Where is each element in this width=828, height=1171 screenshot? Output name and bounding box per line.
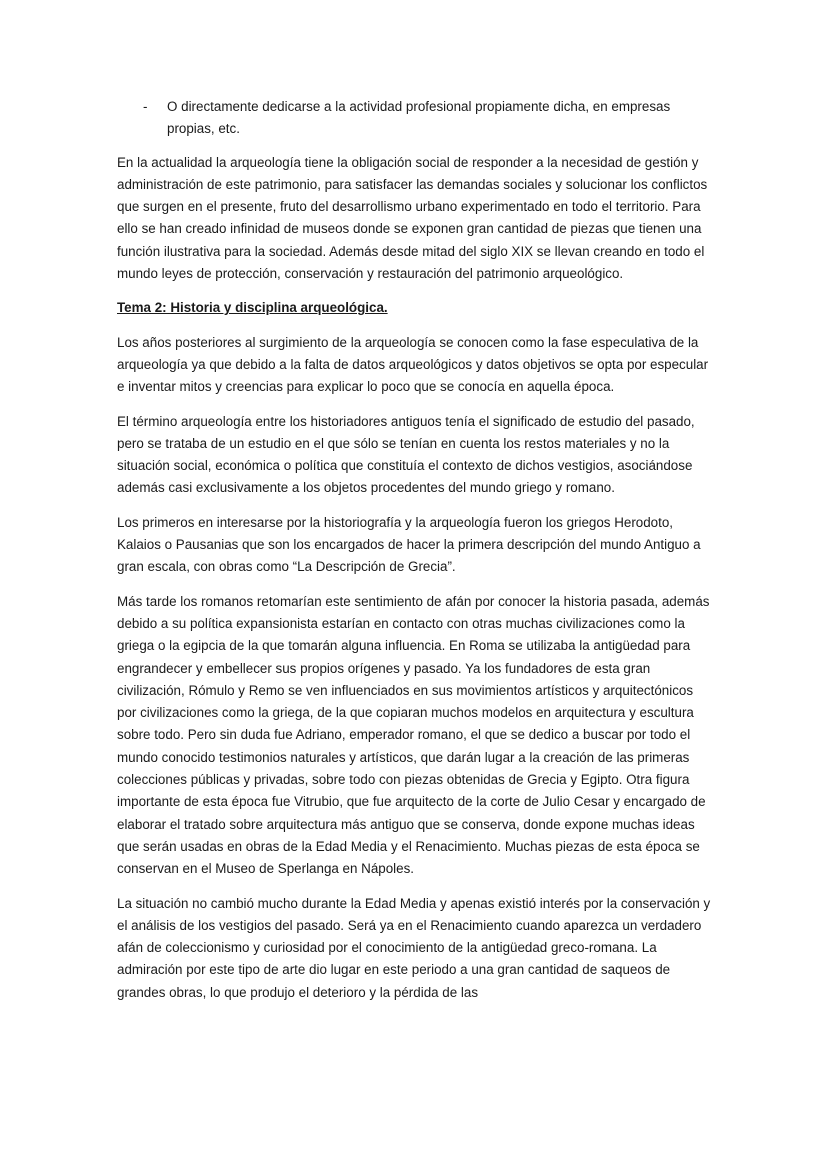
- paragraph-gestion: En la actualidad la arqueología tiene la obligación social de responder a la necesidad de gestión y administración de este patrimonio, para satisfacer las demandas sociales y solucionar los conflictos que surgen en el presente, fruto del desarrollismo urbano experimentado en todo el territorio. Para ello se han creado infinidad de museos donde se exponen gran cantidad de piezas que tienen una función ilustrativa para la sociedad. Además desde mitad del siglo XIX se llevan creando en todo el mundo leyes de protección, conservación y restauración del patrimonio arqueológico.: [117, 154, 708, 282]
- section-heading: Tema 2: Historia y disciplina arqueológica.: [117, 300, 388, 316]
- paragraph-edad-media: La situación no cambió mucho durante la Edad Media y apenas existió interés por la conservación y el análisis de los vestigios del pasado. Será ya en el Renacimiento cuando aparezca un verdadero afán de coleccionismo y curiosidad por el conocimiento de la antigüedad greco-romana. La admiración por este tipo de arte dio lugar en este periodo a una gran cantidad de saqueos de grandes obras, lo que produjo el deterioro y la pérdida de las: [117, 895, 711, 1000]
- paragraph-romanos: Más tarde los romanos retomarían este sentimiento de afán por conocer la historia pasada, además debido a su política expansionista estarían en contacto con otras muchas civilizaciones como la griega o la egipcia de la que tomarán alguna influencia. En Roma se utilizaba la antigüedad para engrandecer y embellecer sus propios orígenes y pasado. Ya los fundadores de esta gran civilización, Rómulo y Remo se ven influenciados en sus movimientos artísticos y arquitectónicos por civilizaciones como la griega, de la que copiaran muchos modelos en arquitectura y escultura sobre todo. Pero sin duda fue Adriano, emperador romano, el que se dedico a buscar por todo el mundo conocido testimonios naturales y artísticos, que darán lugar a la creación de las primeras colecciones públicas y privadas, sobre todo con piezas obtenidas de Grecia y Egipto. Otra figura importante de esta época fue Vitrubio, que fue arquitecto de la corte de Julio Cesar y encargado de elaborar el tratado sobre arquitectura más antiguo que se conserva, donde expone muchas ideas que serán usadas en obras de la Edad Media y el Renacimiento. Muchas piezas de esta época se conservan en el Museo de Sperlanga en Nápoles.: [117, 593, 710, 877]
- bullet-item: [117, 96, 713, 141]
- document-page: [117, 96, 713, 1016]
- bullet-text: O directamente dedicarse a la actividad profesional propiamente dicha, en empresas propias, etc.: [167, 99, 671, 137]
- paragraph-fase-especulativa: Los años posteriores al surgimiento de la arqueología se conocen como la fase especulativa de la arqueología ya que debido a la falta de datos arqueológicos y datos objetivos se opta por especular e inventar mitos y creencias para explicar lo poco que se conocía en aquella época.: [117, 334, 709, 395]
- bullet-dash: -: [143, 99, 148, 114]
- paragraph-griegos: Los primeros en interesarse por la historiografía y la arqueología fueron los griegos Herodoto, Kalaios o Pausanias que son los encargados de hacer la primera descripción del mundo Antiguo a gran escala, con obras como “La Descripción de Grecia”.: [117, 514, 701, 575]
- paragraph-termino-arqueologia: El término arqueología entre los historiadores antiguos tenía el significado de estudio del pasado, pero se trataba de un estudio en el que sólo se tenían en cuenta los restos materiales y no la situación social, económica o política que constituía el contexto de dichos vestigios, asociándose además casi exclusivamente a los objetos procedentes del mundo griego y romano.: [117, 413, 695, 496]
